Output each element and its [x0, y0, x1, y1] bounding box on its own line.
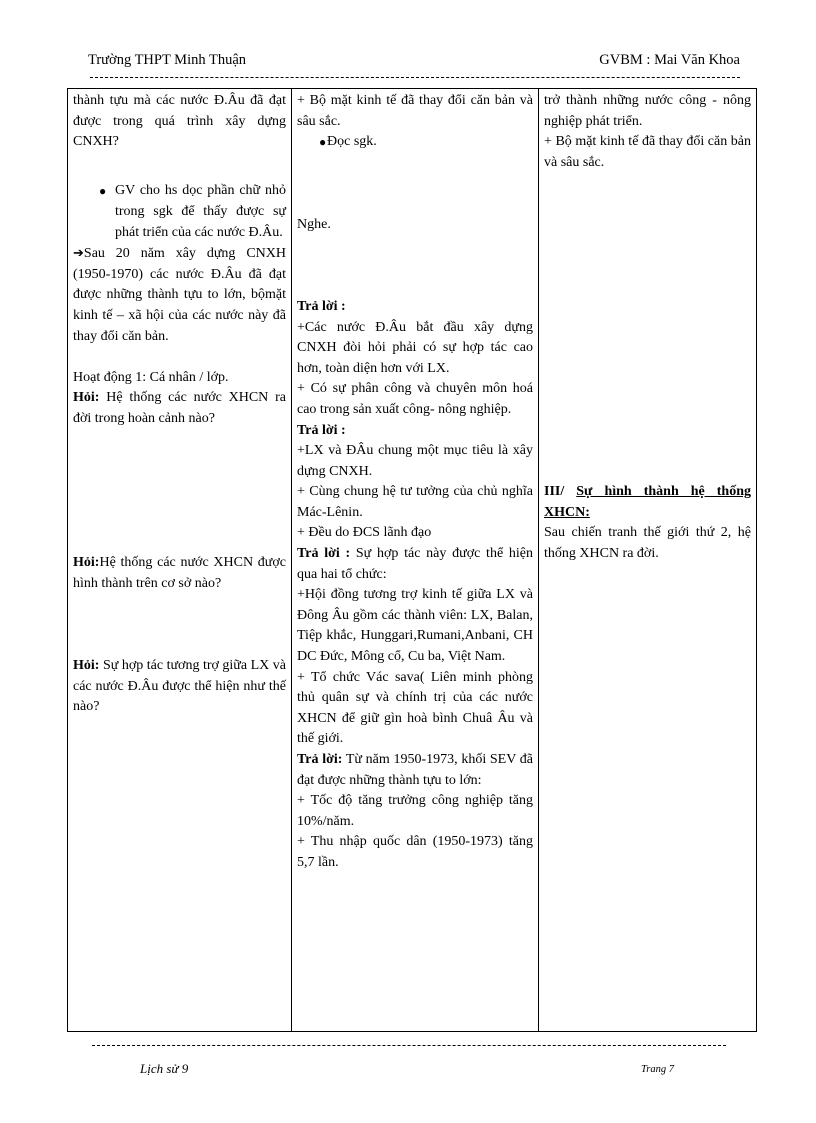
- arrow-icon: ➔: [73, 245, 84, 261]
- answer-text: + Thu nhập quốc dân (1950-1973) tăng 5,7 lần.: [297, 834, 533, 870]
- answer-text: + Tốc độ tăng trưởng công nghiệp tăng 10%/năm.: [297, 793, 533, 829]
- read-bullet: ● Đọc sgk.: [297, 132, 533, 153]
- content-text: trở thành những nước công - nông nghiệp phát triển.: [544, 93, 751, 129]
- content-column: [539, 89, 757, 1032]
- answer-text: + Cùng chung hệ tư tưởng của chủ nghĩa Mác-Lênin.: [297, 484, 533, 520]
- answer-text: + Có sự phân công và chuyên môn hoá cao trong sản xuất công- nông nghiệp.: [297, 381, 533, 417]
- section-text: Sau chiến tranh thế giới thứ 2, hệ thống XHCN ra đời.: [544, 525, 751, 562]
- student-activity-column: [292, 89, 539, 1032]
- answer-text: +Các nước Đ.Âu bắt đầu xây dựng CNXH đòi hỏi phải có sự hợp tác cao hơn, toàn diện hơn với LX.: [297, 319, 533, 376]
- school-name: Trường THPT Minh Thuận: [88, 52, 247, 68]
- teacher-activity-column: [68, 89, 292, 1032]
- answer-text: Trả lời: Từ năm 1950-1973, khối SEV đã đạt được những thành tựu to lớn:: [297, 752, 533, 788]
- content-text: + Bộ mặt kinh tế đã thay đổi căn bản và sâu sắc.: [544, 134, 751, 170]
- lesson-table: [67, 88, 757, 1032]
- answer-text: +Hội đồng tương trợ kinh tế giữa LX và Đông Âu gồm các thành viên: LX, Balan, Tiệp khắc, Hunggari,Rumani,Anbani, CH DC Đức, Mông cổ, Cu ba, Việt Nam.: [297, 587, 533, 665]
- bullet-icon: ●: [99, 184, 107, 199]
- teacher-bullet: ● GV cho hs dọc phần chữ nhỏ trong sgk để thấy được sự phát triển của các nước Đ.Âu.: [99, 183, 286, 240]
- listen-text: Nghe.: [297, 216, 331, 232]
- answer-text: Trả lời : Sự hợp tác này được thể hiện qua hai tổ chức:: [297, 546, 533, 582]
- answer-label: Trả lời :: [297, 422, 346, 438]
- answer-text: +LX và ĐÂu chung một mục tiêu là xây dựng CNXH.: [297, 443, 533, 479]
- answer-line: + Bộ mặt kinh tế đã thay đổi căn bản và sâu sắc.: [297, 93, 533, 129]
- question-basis: Hỏi:Hệ thống các nước XHCN được hình thành trên cơ sở nào?: [73, 555, 286, 591]
- summary-paragraph: ➔Sau 20 năm xây dựng CNXH (1950-1970) các nước Đ.Âu đã đạt được những thành tựu to lớn, bộmặt kinh tế – xã hội của các nước này đã thay đổi căn bản.: [73, 245, 286, 344]
- activity-label: Hoạt động 1: Cá nhân / lớp.: [73, 369, 229, 385]
- page-header: [88, 50, 740, 70]
- subject-label: Lịch sử 9: [140, 1061, 189, 1076]
- section-heading: III/ Sự hình thành hệ thống XHCN:: [544, 484, 751, 520]
- table-row: [68, 89, 757, 1032]
- answer-label: Trả lời :: [297, 298, 346, 314]
- question-intro: thành tựu mà các nước Đ.Âu đã đạt được trong quá trình xây dựng CNXH?: [73, 93, 286, 150]
- teacher-name: GVBM : Mai Văn Khoa: [599, 52, 740, 68]
- page-number: Trang 7: [641, 1064, 674, 1075]
- question-cooperation: Hỏi: Sự hợp tác tương trợ giữa LX và các nước Đ.Âu được thể hiện như thế nào?: [73, 658, 286, 715]
- footer-divider: [92, 1045, 726, 1046]
- answer-text: + Đều do ĐCS lãnh đạo: [297, 525, 432, 541]
- answer-text: + Tổ chức Vác sava( Liên minh phòng thủ quân sự và chính trị của các nước XHCN để giữ gìn hoà bình Chuâ Âu và thế giới.: [297, 669, 533, 747]
- header-divider: [90, 77, 740, 78]
- bullet-icon: ●: [319, 135, 327, 150]
- question-context: Hỏi: Hệ thống các nước XHCN ra đời trong hoàn cảnh nào?: [73, 390, 286, 426]
